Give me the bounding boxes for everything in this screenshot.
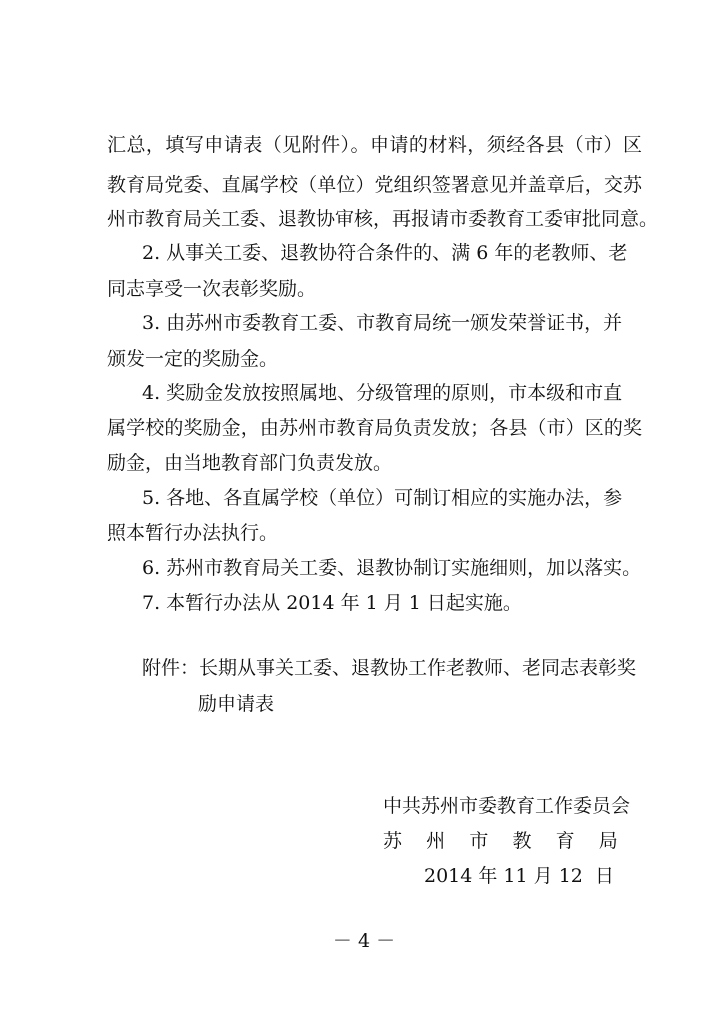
- item-4-line: 励金，由当地教育部门负责发放。: [107, 452, 393, 474]
- attachment-line: 励申请表: [198, 693, 275, 715]
- paragraph-line: 教育局党委、直属学校（单位）党组织签署意见并盖章后，交苏: [107, 174, 642, 196]
- item-2-line: 同志享受一次表彰奖励。: [107, 278, 317, 300]
- issue-date: 2014 年 11 月 12 日: [424, 865, 614, 887]
- item-3-line: 3. 由苏州市委教育工委、市教育局统一颁发荣誉证书，并: [142, 312, 623, 334]
- item-4-line: 属学校的奖励金，由苏州市教育局负责发放；各县（市）区的奖: [107, 417, 642, 439]
- paragraph-line: 汇总，填写申请表（见附件）。申请的材料，须经各县（市）区: [107, 134, 642, 156]
- item-6-line: 6. 苏州市教育局关工委、退教协制订实施细则，加以落实。: [142, 557, 642, 579]
- item-7-line: 7. 本暂行办法从 2014 年 1 月 1 日起实施。: [142, 592, 522, 614]
- issuer-org-name: 苏 州 市 教 育 局: [383, 830, 618, 852]
- item-5-line: 照本暂行办法执行。: [107, 522, 279, 544]
- item-4-line: 4. 奖励金发放按照属地、分级管理的原则，市本级和市直: [142, 382, 623, 404]
- issuer-org-name: 中共苏州市委教育工作委员会: [383, 795, 631, 817]
- attachment-line: 附件：长期从事关工委、退教协工作老教师、老同志表彰奖: [142, 657, 637, 679]
- paragraph-line: 州市教育局关工委、退教协审核，再报请市委教育工委审批同意。: [107, 208, 659, 230]
- item-2-line: 2. 从事关工委、退教协符合条件的、满 6 年的老教师、老: [142, 242, 628, 264]
- item-3-line: 颁发一定的奖励金。: [107, 348, 279, 370]
- page-number: － 4 －: [332, 930, 396, 952]
- item-5-line: 5. 各地、各直属学校（单位）可制订相应的实施办法，参: [142, 487, 623, 509]
